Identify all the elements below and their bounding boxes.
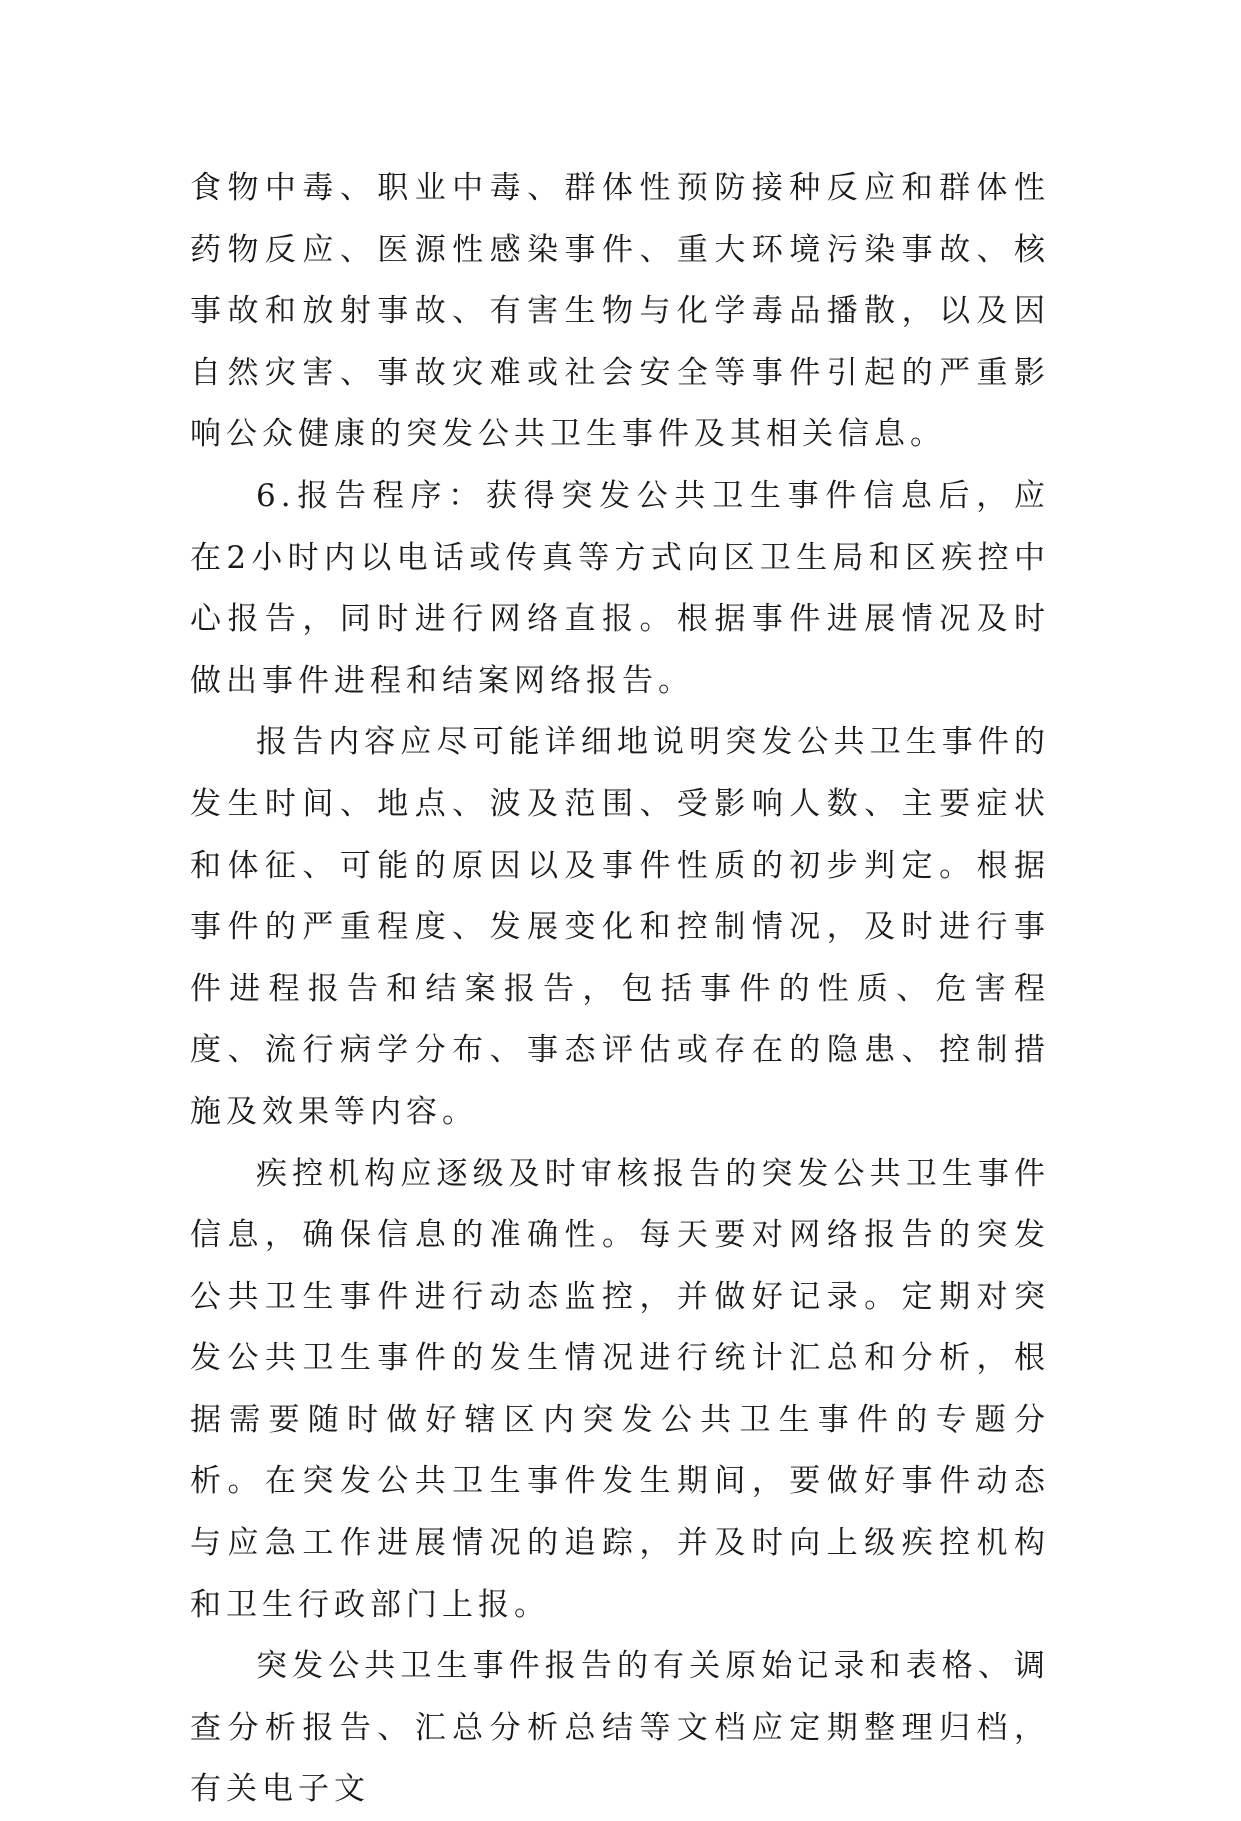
paragraph-report-content: 报告内容应尽可能详细地说明突发公共卫生事件的发生时间、地点、波及范围、受影响人数、主要症状和体征、可能的原因以及事件性质的初步判定。根据事件的严重程度、发展变化和控制情况，及时进行事件进程报告和结案报告，包括事件的性质、危害程度、流行病学分布、事态评估或存在的隐患、控制措施及效果等内容。 (190, 724, 1050, 1130)
document-body (190, 158, 1050, 1821)
paragraph-continuation: 食物中毒、职业中毒、群体性预防接种反应和群体性药物反应、医源性感染事件、重大环境污染事故、核事故和放射事故、有害生物与化学毒品播散，以及因自然灾害、事故灾难或社会安全等事件引起的严重影响公众健康的突发公共卫生事件及其相关信息。 (190, 170, 1050, 453)
paragraph-cdc-review: 疾控机构应逐级及时审核报告的突发公共卫生事件信息，确保信息的准确性。每天要对网络报告的突发公共卫生事件进行动态监控，并做好记录。定期对突发公共卫生事件的发生情况进行统计汇总和分析，根据需要随时做好辖区内突发公共卫生事件的专题分析。在突发公共卫生事件发生期间，要做好事件动态与应急工作进展情况的追踪，并及时向上级疾控机构和卫生行政部门上报。 (190, 1155, 1050, 1623)
paragraph-reporting-procedure: 6.报告程序：获得突发公共卫生事件信息后，应在2小时内以电话或传真等方式向区卫生局和区疾控中心报告，同时进行网络直报。根据事件进展情况及时做出事件进程和结案网络报告。 (190, 477, 1050, 699)
paragraph-archiving: 突发公共卫生事件报告的有关原始记录和表格、调查分析报告、汇总分析总结等文档应定期整理归档，有关电子文 (190, 1648, 1050, 1808)
